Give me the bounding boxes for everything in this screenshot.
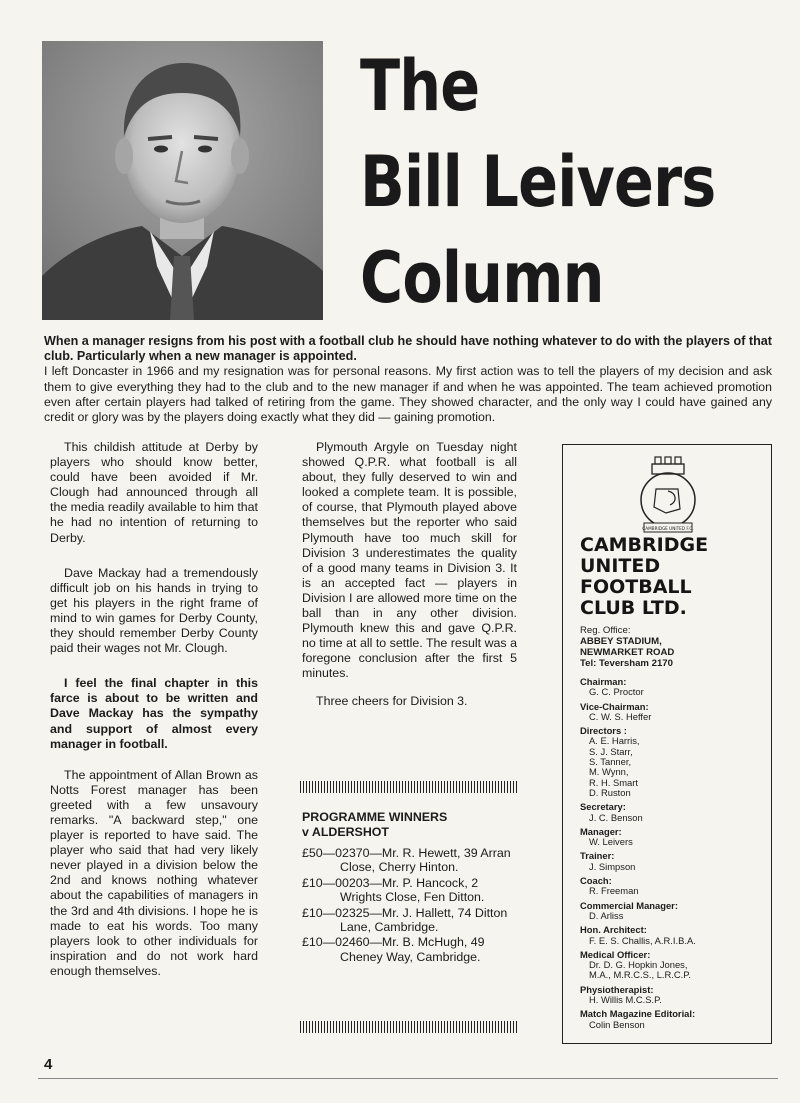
official-name: Colin Benson: [589, 1018, 645, 1030]
official-role: Coach:: [580, 875, 612, 887]
official-name: H. Willis M.C.S.P.: [589, 994, 662, 1006]
club-name-line: CLUB LTD.: [580, 597, 687, 619]
official-role: Match Magazine Editorial:: [580, 1008, 696, 1020]
official-name: R. H. Smart: [589, 776, 638, 788]
portrait-illustration: [42, 41, 323, 320]
portrait-photo: [42, 41, 323, 320]
club-name-line: CAMBRIDGE: [580, 534, 709, 556]
official-role: Commercial Manager:: [580, 899, 678, 911]
official-name: R. Freeman: [589, 885, 639, 897]
official-role: Manager:: [580, 825, 622, 837]
winners-list: [302, 846, 517, 965]
club-info-box: [562, 444, 772, 1044]
official-role: Medical Officer:: [580, 948, 651, 960]
official-name: S. Tanner,: [589, 756, 632, 768]
official-role: Vice-Chairman:: [580, 700, 649, 712]
official-role: Chairman:: [580, 676, 627, 687]
list-item: £10—00203—Mr. P. Hancock, 2 Wrights Close, Fen Ditton.: [302, 875, 485, 905]
title-line: Bill Leivers: [360, 141, 716, 223]
bottom-divider: [38, 1078, 778, 1079]
official-name: W. Leivers: [589, 836, 633, 848]
winners-heading-line: PROGRAMME WINNERS: [302, 810, 448, 824]
article-paragraph-bold: I feel the final chapter in this farce is about to be written and Dave Mackay has the sympathy and support of almost every manager in football.: [50, 676, 258, 751]
intro-section: [44, 334, 772, 425]
official-name: Dr. D. G. Hopkin Jones,: [589, 959, 688, 971]
list-item: £50—02370—Mr. R. Hewett, 39 Arran Close, Cherry Hinton.: [302, 846, 511, 875]
article-column-1: [50, 440, 258, 991]
official-role: Secretary:: [580, 801, 626, 813]
decorative-rule: [300, 1021, 517, 1033]
reg-line: Tel: Teversham 2170: [580, 658, 673, 669]
official-name: J. Simpson: [589, 860, 636, 872]
registered-office: [580, 625, 770, 669]
official-name: D. Ruston: [589, 786, 631, 798]
winners-heading: [302, 810, 517, 839]
title-line: The: [360, 45, 480, 127]
page-number: 4: [44, 1056, 53, 1073]
official-name: M.A., M.R.C.S., L.R.C.P.: [589, 969, 691, 981]
official-role: Hon. Architect:: [580, 924, 647, 936]
official-name: G. C. Proctor: [589, 686, 644, 698]
club-name-line: FOOTBALL: [580, 576, 692, 598]
club-name: [580, 535, 770, 619]
article-paragraph: Plymouth Argyle on Tuesday night showed Q.P.R. what football is all about, they fully deserved to win and looked a complete team. It is possible, of course, that Plymouth played above themselves but the reporter who said Plymouth have too much skill for Division 3 underestimates the quality of a good many teams in Division 3. It is an accepted fact — players in Division I are allowed more time on the ball than in any other division. Plymouth knew this and gave Q.P.R. no time at all to settle. The result was a foregone conclusion after the first 5 minutes.: [302, 440, 517, 681]
title-line: Column: [360, 237, 604, 319]
official-name: A. E. Harris,: [589, 735, 640, 747]
officials-list: [580, 673, 772, 1030]
decorative-rule: [300, 781, 517, 793]
reg-label: Reg. Office:: [580, 625, 631, 636]
intro-body: I left Doncaster in 1966 and my resignation was for personal reasons. My first action was to tell the players of my decision and ask them to give everything they had to the club and to the new manager if and when he was appointed. The team achieved promotion even after certain players had talked of retiring from the game. They showed character, and the only way I could have gained any credit or glory was by the players doing exactly what they did — gaining promotion.: [44, 364, 772, 425]
official-name: M. Wynn,: [589, 766, 629, 778]
list-item: £10—02325—Mr. J. Hallett, 74 Ditton Lane, Cambridge.: [302, 905, 508, 935]
club-crest-icon: [638, 455, 698, 535]
reg-line: ABBEY STADIUM,: [580, 636, 662, 647]
article-paragraph: The appointment of Allan Brown as Notts Forest manager has been greeted with a few unsavoury remarks. "A backward step," one player is reported to have said. The player who said that had very likely never played in a division below the 2nd and knows nothing whatever about the capabilities of managers in the 3rd and 4th divisions. I hope he is made to eat his words. Too many players look to other individuals for inspiration and do not work hard enough themselves.: [50, 767, 258, 978]
official-role: Directors :: [580, 725, 627, 737]
article-column-2: [302, 440, 517, 721]
intro-lead: When a manager resigns from his post with a football club he should have nothing whatever to do with the players of that club. Particularly when a new manager is appointed.: [44, 334, 772, 364]
winners-heading-line: v ALDERSHOT: [302, 824, 389, 839]
article-paragraph: Three cheers for Division 3.: [316, 693, 468, 708]
reg-line: NEWMARKET ROAD: [580, 647, 675, 658]
list-item: £10—02460—Mr. B. McHugh, 49 Cheney Way, Cambridge.: [302, 935, 485, 964]
official-name: S. J. Starr,: [589, 745, 633, 757]
official-name: J. C. Benson: [589, 811, 643, 823]
article-paragraph: Dave Mackay had a tremendously difficult job on his hands in trying to get his players in the right frame of mind to win games for Derby County, they should remember Derby County paid their wages not Mr. Clough.: [50, 565, 258, 656]
official-name: D. Arliss: [589, 909, 624, 921]
official-name: C. W. S. Heffer: [589, 710, 652, 722]
column-title: [360, 38, 721, 326]
official-name: F. E. S. Challis, A.R.I.B.A.: [589, 934, 696, 946]
official-role: Physiotherapist:: [580, 983, 654, 995]
official-role: Trainer:: [580, 850, 615, 862]
article-paragraph: This childish attitude at Derby by players who should know better, could have been avoided if Mr. Clough had announced through all the media readily available to him that he had no intention of returning to Derby.: [50, 440, 259, 545]
club-name-line: UNITED: [580, 555, 661, 577]
crest-text: CAMBRIDGE UNITED F.C.: [642, 526, 694, 531]
